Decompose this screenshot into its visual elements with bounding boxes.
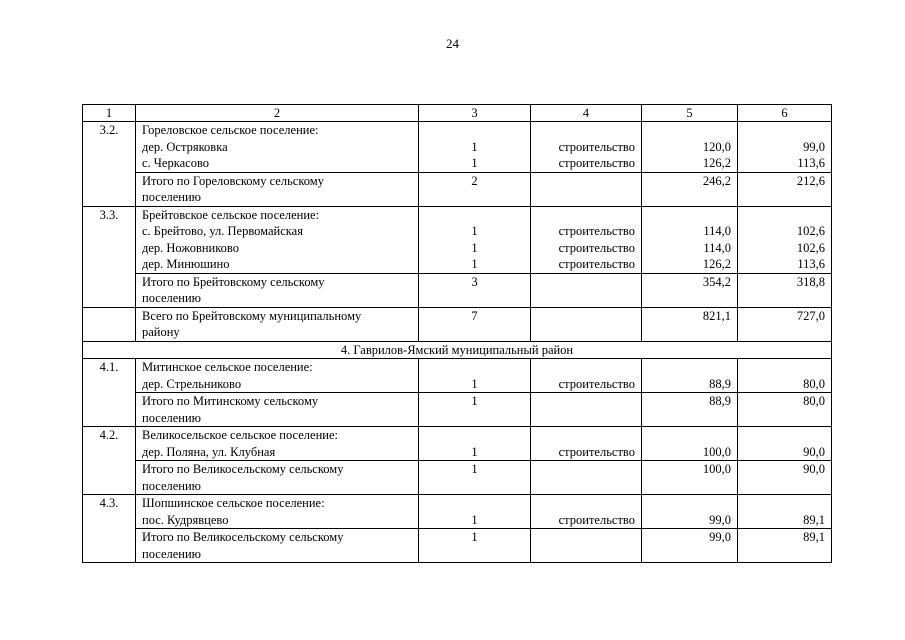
cell-line (425, 495, 524, 512)
settlement-name-cell (136, 172, 419, 206)
cell-line: 821,1 (702, 308, 731, 323)
cell-line: Гореловское сельское поселение: (142, 123, 319, 137)
table-row (83, 495, 832, 529)
row-number-cell: 3.2. (83, 122, 136, 207)
cell-line: Итого по Брейтовскому сельскому (142, 274, 325, 289)
header-cell: 5 (642, 105, 738, 122)
table-row (83, 273, 832, 307)
table-row (83, 461, 832, 495)
cell-line (537, 308, 635, 325)
cell-line (537, 393, 635, 410)
row-number-cell: 3.3. (83, 206, 136, 307)
cell-line (648, 359, 731, 376)
cell-line: дер. Ножовниково (142, 240, 239, 255)
cell-line: пос. Кудрявцево (142, 512, 229, 527)
cell-line: 90,0 (803, 462, 825, 476)
cell-line: 99,0 (709, 512, 731, 527)
cell-line: с. Черкасово (142, 156, 210, 170)
header-cell: 2 (136, 105, 419, 122)
cell-line (425, 427, 524, 444)
work-type-cell (531, 307, 642, 341)
cell-line: 113,6 (797, 257, 825, 271)
row-number-cell: 4.3. (83, 495, 136, 563)
cell-line: строительство (558, 139, 635, 154)
count-cell (419, 461, 531, 495)
table-body (83, 105, 832, 563)
count-cell (419, 529, 531, 563)
value-col6-cell (738, 172, 832, 206)
cell-line: 3 (471, 274, 478, 289)
header-cell: 3 (419, 105, 531, 122)
value-col6-cell (738, 529, 832, 563)
section-row (83, 341, 832, 359)
cell-line: 80,0 (803, 376, 825, 391)
value-col6-cell (738, 461, 832, 495)
count-cell (419, 307, 531, 341)
work-type-cell (531, 359, 642, 393)
work-type-cell (531, 273, 642, 307)
work-type-cell (531, 529, 642, 563)
cell-line: Итого по Гореловскому сельскому (142, 173, 324, 188)
table-row (83, 529, 832, 563)
work-type-cell (531, 461, 642, 495)
value-col5-cell (642, 273, 738, 307)
cell-line: строительство (558, 240, 635, 255)
cell-line: 1 (471, 156, 478, 170)
row-number-cell: 4.2. (83, 427, 136, 495)
cell-line: поселению (142, 546, 202, 561)
cell-line (537, 207, 635, 224)
cell-line: строительство (558, 444, 635, 459)
value-col5-cell (642, 359, 738, 393)
cell-line: 80,0 (803, 394, 825, 408)
cell-line (648, 427, 731, 444)
cell-line: строительство (558, 156, 635, 170)
work-type-cell (531, 495, 642, 529)
work-type-cell (531, 172, 642, 206)
settlement-name-cell (136, 359, 419, 393)
cell-line: 318,8 (796, 274, 825, 289)
cell-line (537, 359, 635, 376)
cell-line (537, 173, 635, 190)
cell-line: 1 (471, 257, 478, 271)
settlement-name-cell (136, 461, 419, 495)
cell-line (537, 122, 635, 139)
cell-line: строительство (558, 376, 635, 391)
table-row (83, 122, 832, 173)
cell-line (744, 427, 825, 444)
value-col6-cell (738, 206, 832, 273)
cell-line (425, 207, 524, 224)
cell-line: 354,2 (702, 274, 731, 289)
cell-line: 2 (471, 173, 478, 188)
header-cell: 4 (531, 105, 642, 122)
table-row (83, 172, 832, 206)
count-cell (419, 393, 531, 427)
cell-line (425, 359, 524, 376)
cell-line: Итого по Великосельскому сельскому (142, 530, 344, 544)
header-cell: 1 (83, 105, 136, 122)
cell-line: 1 (471, 394, 478, 408)
cell-line (744, 122, 825, 139)
cell-line (425, 122, 524, 139)
cell-line: 1 (471, 530, 478, 544)
value-col6-cell (738, 273, 832, 307)
cell-line: 88,9 (709, 394, 731, 408)
cell-line: 89,1 (803, 530, 825, 544)
cell-line (537, 427, 635, 444)
cell-line (744, 207, 825, 224)
count-cell (419, 172, 531, 206)
cell-line: 212,6 (796, 173, 825, 188)
cell-line (744, 495, 825, 512)
work-type-cell (531, 122, 642, 173)
cell-line: поселению (142, 478, 202, 493)
table-header-row (83, 105, 832, 122)
work-type-cell (531, 393, 642, 427)
cell-line: 1 (471, 462, 478, 476)
cell-line: Великосельское сельское поселение: (142, 428, 338, 442)
cell-line: Брейтовское сельское поселение: (142, 207, 320, 222)
cell-line: 102,6 (796, 240, 825, 255)
cell-line: 727,0 (796, 308, 825, 323)
cell-line: строительство (558, 257, 635, 271)
table-row (83, 427, 832, 461)
cell-line (537, 274, 635, 291)
cell-line: 90,0 (803, 444, 825, 459)
count-cell (419, 495, 531, 529)
cell-line: 120,0 (702, 139, 731, 154)
count-cell (419, 273, 531, 307)
work-type-cell (531, 427, 642, 461)
cell-line (744, 359, 825, 376)
cell-line: 88,9 (709, 376, 731, 391)
cell-line: району (142, 325, 180, 339)
cell-line: 102,6 (796, 224, 825, 238)
cell-line: 246,2 (702, 173, 731, 188)
cell-line: поселению (142, 410, 202, 425)
data-table (82, 104, 832, 563)
cell-line: 1 (471, 512, 478, 527)
settlement-name-cell (136, 393, 419, 427)
cell-line (648, 122, 731, 139)
cell-line: 100,0 (702, 462, 731, 476)
cell-line: 7 (471, 308, 478, 323)
page-number: 24 (446, 36, 459, 51)
cell-line: 114,0 (703, 224, 731, 238)
cell-line: Итого по Митинскому сельскому (142, 394, 319, 408)
value-col5-cell (642, 122, 738, 173)
cell-line (537, 529, 635, 546)
value-col5-cell (642, 393, 738, 427)
settlement-name-cell (136, 122, 419, 173)
cell-line: 1 (471, 224, 478, 238)
cell-line: 1 (471, 376, 478, 391)
table-row (83, 206, 832, 273)
cell-line: дер. Остряковка (142, 139, 228, 154)
settlement-name-cell (136, 307, 419, 341)
cell-line: 114,0 (703, 240, 731, 255)
cell-line: 89,1 (803, 512, 825, 527)
settlement-name-cell (136, 529, 419, 563)
value-col6-cell (738, 359, 832, 393)
cell-line: строительство (558, 224, 635, 238)
value-col5-cell (642, 529, 738, 563)
work-type-cell (531, 206, 642, 273)
cell-line: 1 (471, 240, 478, 255)
value-col6-cell (738, 427, 832, 461)
cell-line: 113,6 (797, 156, 825, 170)
cell-line (648, 495, 731, 512)
row-number-cell: 4.1. (83, 359, 136, 427)
value-col5-cell (642, 461, 738, 495)
row-number-cell (83, 307, 136, 341)
cell-line: 99,0 (709, 530, 731, 544)
cell-line: поселению (142, 190, 202, 204)
cell-line (537, 495, 635, 512)
cell-line: 126,2 (702, 257, 731, 271)
table-row (83, 359, 832, 393)
value-col5-cell (642, 206, 738, 273)
section-title: 4. Гаврилов-Ямский муниципальный район (83, 341, 832, 359)
settlement-name-cell (136, 273, 419, 307)
cell-line: 100,0 (702, 444, 731, 459)
value-col6-cell (738, 307, 832, 341)
cell-line: Итого по Великосельскому сельскому (142, 462, 344, 476)
value-col6-cell (738, 122, 832, 173)
count-cell (419, 359, 531, 393)
cell-line: дер. Минюшино (142, 257, 230, 271)
settlement-name-cell (136, 206, 419, 273)
cell-line: дер. Поляна, ул. Клубная (142, 444, 276, 459)
value-col6-cell (738, 495, 832, 529)
cell-line: Шопшинское сельское поселение: (142, 496, 325, 510)
header-cell: 6 (738, 105, 832, 122)
table-row (83, 393, 832, 427)
settlement-name-cell (136, 495, 419, 529)
cell-line: с. Брейтово, ул. Первомайская (142, 224, 303, 238)
count-cell (419, 427, 531, 461)
cell-line: Митинское сельское поселение: (142, 360, 313, 374)
cell-line (648, 207, 731, 224)
cell-line: 1 (471, 444, 478, 459)
cell-line: 1 (471, 139, 478, 154)
cell-line: Всего по Брейтовскому муниципальному (142, 308, 362, 323)
count-cell (419, 122, 531, 173)
cell-line: 99,0 (803, 139, 825, 154)
settlement-name-cell (136, 427, 419, 461)
cell-line (537, 461, 635, 478)
table-row (83, 307, 832, 341)
cell-line: поселению (142, 291, 202, 305)
cell-line: 126,2 (702, 156, 731, 170)
count-cell (419, 206, 531, 273)
value-col5-cell (642, 495, 738, 529)
value-col5-cell (642, 307, 738, 341)
value-col5-cell (642, 427, 738, 461)
value-col5-cell (642, 172, 738, 206)
value-col6-cell (738, 393, 832, 427)
cell-line: дер. Стрельниково (142, 376, 242, 391)
cell-line: строительство (558, 512, 635, 527)
